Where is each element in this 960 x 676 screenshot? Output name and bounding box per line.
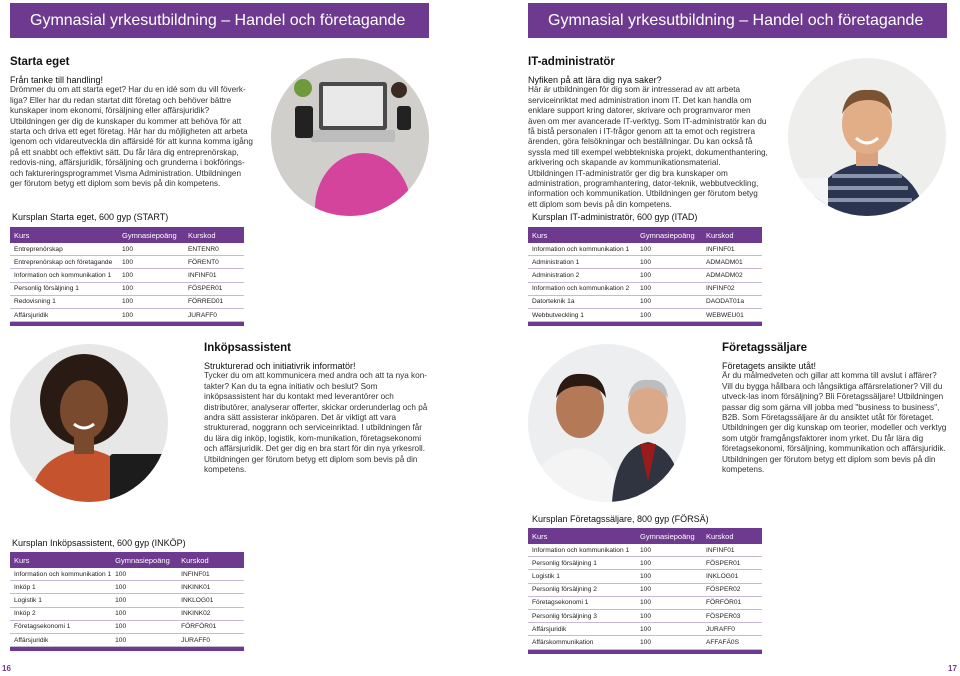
cell-kod: FÖSPER02 xyxy=(702,583,762,596)
col-kurs: Kurs xyxy=(10,227,118,243)
cell-kurs: Inköp 2 xyxy=(10,607,111,620)
cell-poang: 100 xyxy=(118,282,184,295)
cell-kurs: Information och kommunikation 1 xyxy=(528,243,636,256)
cell-kurs: Information och kommunikation 2 xyxy=(528,282,636,295)
cell-poang: 100 xyxy=(636,570,702,583)
cell-kod: FÖRENT0 xyxy=(184,256,244,269)
section-body-it-admin xyxy=(528,75,768,210)
header-title-right: Gymnasial yrkesutbildning – Handel och företagande xyxy=(548,12,924,29)
cell-poang: 100 xyxy=(636,269,702,282)
table-row xyxy=(528,596,762,609)
cell-poang: 100 xyxy=(636,596,702,609)
table-title-inkop: Kursplan Inköpsassistent, 600 gyp (INKÖP) xyxy=(12,538,186,548)
business-men-photo xyxy=(528,344,686,502)
table-row xyxy=(10,308,244,321)
cell-poang: 100 xyxy=(636,583,702,596)
cell-poang: 100 xyxy=(111,633,177,646)
cell-poang: 100 xyxy=(111,620,177,633)
cell-kurs: Företagsekonomi 1 xyxy=(10,620,111,633)
cell-kod: FÖRRED01 xyxy=(184,295,244,308)
section-title-it-admin: IT-administratör xyxy=(528,56,615,68)
table-row xyxy=(528,583,762,596)
section-text: Tycker du om att kommunicera med andra och att ta nya kon-takter? Kan du ta egna initiativ och beslut? Som inköpsassistent har du kontakt med leverantörer och distributörer, analyserar offerter, skickar orderunderlag och på andra sätt assisterar inköparen. Det är viktigt att vara strukturerad, noggrann och serviceinriktad. I utbildningen får du lära dig inköp, logistik, kom-munikation, företagsekonomi och affärsjuridik. Det ger dig en bra start för din nya yrkesroll. Utbildningen ger förutom betyg ett diplom som bevis på din kompetens. xyxy=(204,371,428,475)
section-body-starta-eget xyxy=(10,75,255,189)
table-row xyxy=(528,256,762,269)
cell-kod: INFINF01 xyxy=(702,544,762,557)
table-row xyxy=(528,623,762,636)
table-title-forsa: Kursplan Företagssäljare, 800 gyp (FÖRSÄ) xyxy=(532,514,709,524)
table-row xyxy=(10,243,244,256)
woman-with-laptop-photo xyxy=(10,344,168,502)
table-row xyxy=(10,594,244,607)
cell-poang: 100 xyxy=(118,256,184,269)
col-kurs: Kurs xyxy=(10,552,111,568)
cell-kurs: Företagsekonomi 1 xyxy=(528,596,636,609)
col-poang: Gymnasiepoäng xyxy=(636,227,702,243)
cell-poang: 100 xyxy=(111,594,177,607)
cell-kod: INKINK02 xyxy=(177,607,244,620)
cell-poang: 100 xyxy=(118,269,184,282)
cell-kurs: Personlig försäljning 1 xyxy=(10,282,118,295)
smiling-man-photo xyxy=(788,58,946,216)
table-row xyxy=(528,570,762,583)
cell-kurs: Administration 1 xyxy=(528,256,636,269)
cell-kurs: Inköp 1 xyxy=(10,581,111,594)
section-subtitle: Strukturerad och initiativrik informatör! xyxy=(204,361,356,371)
section-subtitle: Från tanke till handling! xyxy=(10,75,104,85)
table-footer-bar xyxy=(10,322,244,327)
col-kod: Kurskod xyxy=(184,227,244,243)
cell-kurs: Logistik 1 xyxy=(10,594,111,607)
table-row xyxy=(528,544,762,557)
table-row xyxy=(10,581,244,594)
cell-poang: 100 xyxy=(636,256,702,269)
cell-kod: ENTENR0 xyxy=(184,243,244,256)
cell-poang: 100 xyxy=(636,636,702,649)
cell-poang: 100 xyxy=(118,295,184,308)
cell-poang: 100 xyxy=(636,623,702,636)
table-start xyxy=(10,227,244,326)
cell-kod: AFFAFÄ0S xyxy=(702,636,762,649)
table-row xyxy=(10,269,244,282)
cell-kurs: Entreprenörskap och företagande xyxy=(10,256,118,269)
section-body-inkop xyxy=(204,361,430,475)
cell-kod: FÖSPER03 xyxy=(702,609,762,622)
cell-poang: 100 xyxy=(636,282,702,295)
section-title-inkop: Inköpsassistent xyxy=(204,342,291,354)
page-number-right: 17 xyxy=(948,664,957,673)
cell-poang: 100 xyxy=(118,243,184,256)
table-row xyxy=(528,295,762,308)
table-row xyxy=(528,636,762,649)
cell-kod: WEBWEU01 xyxy=(702,308,762,321)
table-row xyxy=(10,282,244,295)
table-row xyxy=(528,308,762,321)
table-row xyxy=(10,568,244,581)
table-footer-bar xyxy=(528,649,762,654)
cell-kod: JURAFF0 xyxy=(177,633,244,646)
table-row xyxy=(10,620,244,633)
section-body-saljare xyxy=(722,361,948,475)
cell-kod: JURAFF0 xyxy=(702,623,762,636)
cell-kurs: Webbutveckling 1 xyxy=(528,308,636,321)
table-row xyxy=(10,295,244,308)
cell-kurs: Logistik 1 xyxy=(528,570,636,583)
table-footer-bar xyxy=(10,647,244,652)
table-inkop xyxy=(10,552,244,651)
col-kurs: Kurs xyxy=(528,528,636,544)
section-subtitle: Företagets ansikte utåt! xyxy=(722,361,817,371)
table-forsa xyxy=(528,528,762,654)
cell-kurs: Entreprenörskap xyxy=(10,243,118,256)
cell-poang: 100 xyxy=(636,544,702,557)
cell-kod: INFINF02 xyxy=(702,282,762,295)
header-title-left: Gymnasial yrkesutbildning – Handel och företagande xyxy=(30,12,406,29)
cell-kod: ADMADM02 xyxy=(702,269,762,282)
cell-poang: 100 xyxy=(636,557,702,570)
header-left xyxy=(10,3,429,38)
table-row xyxy=(528,282,762,295)
cell-poang: 100 xyxy=(111,581,177,594)
cell-kurs: Personlig försäljning 2 xyxy=(528,583,636,596)
table-row xyxy=(528,269,762,282)
col-poang: Gymnasiepoäng xyxy=(118,227,184,243)
cell-kurs: Affärsjuridik xyxy=(528,623,636,636)
cell-kurs: Personlig försäljning 1 xyxy=(528,557,636,570)
cell-kurs: Information och kommunikation 1 xyxy=(10,269,118,282)
page-number-left: 16 xyxy=(2,664,11,673)
table-row xyxy=(10,607,244,620)
cell-kod: JURAFF0 xyxy=(184,308,244,321)
cell-poang: 100 xyxy=(118,308,184,321)
cell-kod: INKLOG01 xyxy=(702,570,762,583)
cell-poang: 100 xyxy=(636,295,702,308)
cell-kurs: Administration 2 xyxy=(528,269,636,282)
cell-kurs: Information och kommunikation 1 xyxy=(528,544,636,557)
cell-poang: 100 xyxy=(111,607,177,620)
cell-kod: INKLOG01 xyxy=(177,594,244,607)
header-right xyxy=(528,3,947,38)
cell-kurs: Affärsjuridik xyxy=(10,308,118,321)
table-row xyxy=(528,557,762,570)
cell-kod: FÖRFÖR01 xyxy=(702,596,762,609)
col-kod: Kurskod xyxy=(702,528,762,544)
col-kod: Kurskod xyxy=(177,552,244,568)
col-kod: Kurskod xyxy=(702,227,762,243)
section-subtitle: Nyfiken på att lära dig nya saker? xyxy=(528,75,662,85)
cell-kod: INFINF01 xyxy=(184,269,244,282)
cell-kurs: Personlig försäljning 3 xyxy=(528,609,636,622)
cell-poang: 100 xyxy=(636,308,702,321)
cell-kod: INFINF01 xyxy=(177,568,244,581)
section-text: Här är utbildningen för dig som är intresserad av att arbeta serviceinriktat med administration inom IT. Det kan handla om enklare support kring datorer, skrivare och programvaror men även om mer avancerade IT-verktyg. Som IT-administratör kan du få bistå personalen i IT-frågor genom att ta emot och registrera ärenden, göra felsökningar och beställningar. Du kan också få syssla med till exempel webbtekniska projekt, dokumenthantering, arkivering och skapande av kommunikationsmaterial. Utbildningen IT-administratör ger dig bra kunskaper om administration, programhantering, dator-teknik, webbutveckling, information och kommunikation. Utbildningen ger förutom betyg ett diplom som bevis på din kompetens. xyxy=(528,85,768,209)
table-row xyxy=(10,256,244,269)
cell-kod: ADMADM01 xyxy=(702,256,762,269)
cell-kod: DAODAT01a xyxy=(702,295,762,308)
section-text: Drömmer du om att starta eget? Har du en idé som du vill föverk- liga? Eller har du redan startat ditt företag och behöver bättre kunskaper inom ekonomi, försäljning eller affärsjuridik? Utbildningen ger dig de kunskaper du kommer att behöva för att starta och driva ett eget företag. Här har du möjligheten att arbeta igenom och vidareutveckla din affärsidé för att kunna komma igång på ett snabbt och effektivt sätt. Du får lära dig entreprenörskap, redovis-ning, affärsjuridik, försäljning och grunderna i bokförings- och faktureringsprogrammet Visma Administration. Utbildningen ger förutom betyg ett diplom som bevis på din kompetens. xyxy=(10,85,253,189)
cell-poang: 100 xyxy=(636,243,702,256)
cell-kurs: Affärskommunikation xyxy=(528,636,636,649)
cell-kod: FÖSPER01 xyxy=(184,282,244,295)
laptop-desk-photo xyxy=(271,58,429,216)
section-text: Är du målmedveten och gillar att komma till avslut i affärer? Vill du bygga hållbara och långsiktiga affärsrelationer? Vill du utveck-las inom försäljning? Bli Företagssäljare! Utbildningen passar dig som gärna vill jobba med "business to business", B2B. Som Företagssäljare är du ansiktet utåt för företaget. Utbildningen ger dig kunskap om teorier, modeller och verktyg som utgör framgångsfaktorer inom yrket. Du får lära dig företagsekonomi, försäljning, kommunikation och affärsjuridik. Utbildningen ger förutom betyg ett diplom som bevis på din kompetens. xyxy=(722,371,947,475)
cell-kod: INFINF01 xyxy=(702,243,762,256)
table-footer-bar xyxy=(528,322,762,327)
table-title-start: Kursplan Starta eget, 600 gyp (START) xyxy=(12,212,169,222)
col-poang: Gymnasiepoäng xyxy=(111,552,177,568)
table-itad xyxy=(528,227,762,326)
cell-kurs: Datorteknik 1a xyxy=(528,295,636,308)
cell-kod: FÖSPER01 xyxy=(702,557,762,570)
col-poang: Gymnasiepoäng xyxy=(636,528,702,544)
cell-kurs: Information och kommunikation 1 xyxy=(10,568,111,581)
cell-poang: 100 xyxy=(636,609,702,622)
cell-kurs: Affärsjuridik xyxy=(10,633,111,646)
cell-kurs: Redovisning 1 xyxy=(10,295,118,308)
table-row xyxy=(528,243,762,256)
cell-kod: FÖRFÖR01 xyxy=(177,620,244,633)
col-kurs: Kurs xyxy=(528,227,636,243)
table-row xyxy=(528,609,762,622)
table-row xyxy=(10,633,244,646)
cell-kod: INKINK01 xyxy=(177,581,244,594)
section-title-starta-eget: Starta eget xyxy=(10,56,70,68)
table-title-itad: Kursplan IT-administratör, 600 gyp (ITAD) xyxy=(532,212,698,222)
cell-poang: 100 xyxy=(111,568,177,581)
section-title-saljare: Företagssäljare xyxy=(722,342,808,354)
